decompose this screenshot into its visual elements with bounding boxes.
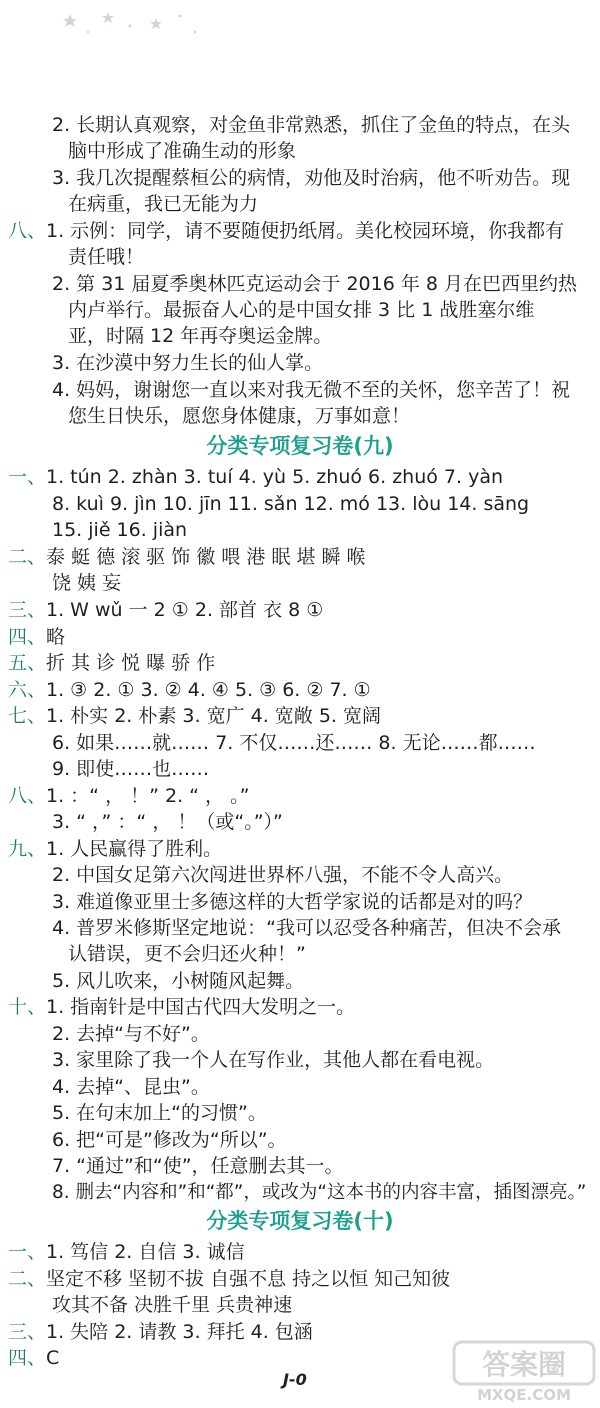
answer-text: 攻其不备 决胜千里 兵贵神速 xyxy=(52,1294,293,1316)
watermark xyxy=(452,1340,596,1404)
answer-text: 4. 普罗米修斯坚定地说：“我可以忍受各种痛苦，但决不会承 xyxy=(52,917,562,939)
answer-line xyxy=(52,271,577,297)
answer-line xyxy=(52,1021,210,1047)
answer-line xyxy=(52,809,283,835)
answer-text: 6. 如果……就…… 7. 不仅……还…… 8. 无论……都…… xyxy=(52,732,536,754)
section-marker: 十、 xyxy=(8,996,47,1018)
section-heading: 分类专项复习卷(十) xyxy=(206,1209,394,1233)
answer-text: 3. 在沙漠中努力生长的仙人掌。 xyxy=(52,352,324,374)
answer-line xyxy=(8,703,381,729)
section-marker: 一、 xyxy=(8,1241,47,1263)
answer-text: 亚，时隔 12 年再夺奥运金牌。 xyxy=(68,325,333,347)
section-marker: 四、 xyxy=(8,1347,47,1369)
answer-text: 1. 指南针是中国古代四大发明之一。 xyxy=(46,996,356,1018)
answer-text: 脑中形成了准确生动的形象 xyxy=(68,140,297,162)
answer-line xyxy=(52,1292,292,1318)
answer-line xyxy=(68,191,258,217)
section-marker: 三、 xyxy=(8,599,47,621)
answer-text: 2. 中国女足第六次闯进世界杯八强，不能不令人高兴。 xyxy=(52,864,514,886)
answer-line xyxy=(52,377,570,403)
answer-text: 2. 第 31 届夏季奥林匹克运动会于 2016 年 8 月在巴西里约热 xyxy=(52,273,578,295)
answer-text: 1. 示例：同学，请不要随便扔纸屑。美化校园环境，你我都有 xyxy=(46,220,565,242)
answer-line xyxy=(52,1074,210,1100)
answer-text: 3. 家里除了我一个人在写作业，其他人都在看电视。 xyxy=(52,1049,495,1071)
answer-line xyxy=(68,941,306,967)
answer-line xyxy=(8,783,249,809)
answer-text: 内卢举行。最振奋人心的是中国女排 3 比 1 战胜塞尔维 xyxy=(68,299,535,321)
answer-line xyxy=(52,1047,494,1073)
answer-text: 8. kuì 9. jìn 10. jīn 11. sǎn 12. mó 13. lòu 14. sāng xyxy=(52,493,530,515)
answer-text: 略 xyxy=(46,626,66,648)
answer-line xyxy=(68,297,534,323)
answer-text: 2. 长期认真观察，对金鱼非常熟悉，抓住了金鱼的特点，在头 xyxy=(52,114,571,136)
watermark-url: MXQE.COM xyxy=(477,1386,571,1404)
answer-text: 5. 风儿吹来，小树随风起舞。 xyxy=(52,970,305,992)
answer-line xyxy=(8,1239,245,1265)
answer-text: 3. 难道像亚里士多德这样的大哲学家说的话都是对的吗？ xyxy=(52,891,533,913)
section-marker: 二、 xyxy=(8,1268,47,1290)
answer-text: 6. 把“可是”修改为“所以”。 xyxy=(52,1129,287,1151)
answer-text: 4. 去掉“、昆虫”。 xyxy=(52,1076,210,1098)
section-marker: 七、 xyxy=(8,705,47,727)
answer-text: 3. “ ，” ：“ ， ！（或“。”）” xyxy=(52,811,283,833)
answer-text: 15. jiě 16. jiàn xyxy=(52,519,188,541)
answer-text: 1. 笃信 2. 自信 3. 诚信 xyxy=(46,1241,245,1263)
answer-line xyxy=(52,862,513,888)
answer-text: 1. ③ 2. ① 3. ② 4. ④ 5. ③ 6. ② 7. ① xyxy=(46,679,371,701)
answer-text: 1. 朴实 2. 朴素 3. 宽广 4. 宽敞 5. 宽阔 xyxy=(46,705,382,727)
section-marker: 三、 xyxy=(8,1321,47,1343)
answer-text: 坚定不移 坚韧不拔 自强不息 持之以恒 知己知彼 xyxy=(46,1268,451,1290)
section-marker: 二、 xyxy=(8,546,47,568)
section-heading: 分类专项复习卷(九) xyxy=(206,434,394,458)
answer-line xyxy=(8,218,564,244)
answer-text: 5. 在句末加上“的习惯”。 xyxy=(52,1102,267,1124)
answer-line xyxy=(8,1345,59,1371)
answer-text: 您生日快乐，愿您身体健康，万事如意！ xyxy=(68,405,411,427)
answer-text: 1. ：“ ， ！” 2. “ ， 。” xyxy=(46,785,250,807)
answer-line xyxy=(8,1266,450,1292)
answer-line xyxy=(8,994,355,1020)
section-marker: 四、 xyxy=(8,626,47,648)
answer-line xyxy=(52,570,121,596)
answer-text: 8. 删去“内容和”和“都”，或改为“这本书的内容丰富，插图漂亮。” xyxy=(52,1182,587,1203)
answer-line xyxy=(8,650,215,676)
answer-line xyxy=(52,1153,344,1179)
answer-line xyxy=(68,403,410,429)
answer-text: 9. 即使……也…… xyxy=(52,758,210,780)
answer-line xyxy=(68,244,144,270)
section-marker: 六、 xyxy=(8,679,47,701)
answer-line xyxy=(52,756,209,782)
watermark-brand: 答案圈 xyxy=(481,1348,567,1381)
answer-line xyxy=(68,138,296,164)
answer-line xyxy=(8,677,371,703)
answer-line xyxy=(8,597,323,623)
answer-line xyxy=(8,1319,313,1345)
section-marker: 八、 xyxy=(8,220,47,242)
answer-text: 7. “通过”和“使”，任意删去其一。 xyxy=(52,1155,344,1177)
page-number: J-0 xyxy=(283,1370,307,1389)
answer-text: 1. 失陪 2. 请教 3. 拜托 4. 包涵 xyxy=(46,1321,313,1343)
answer-line xyxy=(8,836,222,862)
answer-line xyxy=(52,517,187,543)
answer-text: C xyxy=(46,1347,60,1369)
answer-line xyxy=(52,968,304,994)
answer-text: 2. 去掉“与不好”。 xyxy=(52,1023,210,1045)
answer-text: 1. W wǔ 一 2 ① 2. 部首 衣 8 ① xyxy=(46,599,324,621)
answer-line xyxy=(52,165,570,191)
answer-text: 1. 人民赢得了胜利。 xyxy=(46,838,223,860)
answer-line xyxy=(52,1127,287,1153)
answer-text: 饶 姨 妄 xyxy=(52,572,122,594)
answer-line xyxy=(52,889,532,915)
answer-line xyxy=(52,1180,586,1206)
section-marker: 九、 xyxy=(8,838,47,860)
section-marker: 一、 xyxy=(8,466,47,488)
answer-line xyxy=(52,730,536,756)
answer-line xyxy=(8,624,65,650)
answer-text: 责任哦！ xyxy=(68,246,145,268)
answer-line xyxy=(8,464,503,490)
answer-text: 泰 蜓 德 滚 驱 饰 徽 喂 港 眠 堪 瞬 喉 xyxy=(46,546,366,568)
answer-line xyxy=(52,915,561,941)
answer-text: 3. 我几次提醒蔡桓公的病情，劝他及时治病，他不听劝告。现 xyxy=(52,167,571,189)
answer-text: 认错误，更不会归还火种！” xyxy=(68,943,306,965)
answer-line xyxy=(52,112,570,138)
answer-text: 1. tún 2. zhàn 3. tuí 4. yù 5. zhuó 6. zhuó 7. yàn xyxy=(46,466,504,488)
answer-text: 折 其 诊 悦 曝 骄 作 xyxy=(46,652,216,674)
answer-line xyxy=(52,1100,267,1126)
answer-line xyxy=(52,491,529,517)
answer-line xyxy=(68,323,332,349)
answer-text: 4. 妈妈，谢谢您一直以来对我无微不至的关怀，您辛苦了！祝 xyxy=(52,379,571,401)
answer-line xyxy=(8,544,366,570)
answer-line xyxy=(52,350,323,376)
answer-text: 在病重，我已无能为力 xyxy=(68,193,259,215)
section-marker: 五、 xyxy=(8,652,47,674)
section-marker: 八、 xyxy=(8,785,47,807)
